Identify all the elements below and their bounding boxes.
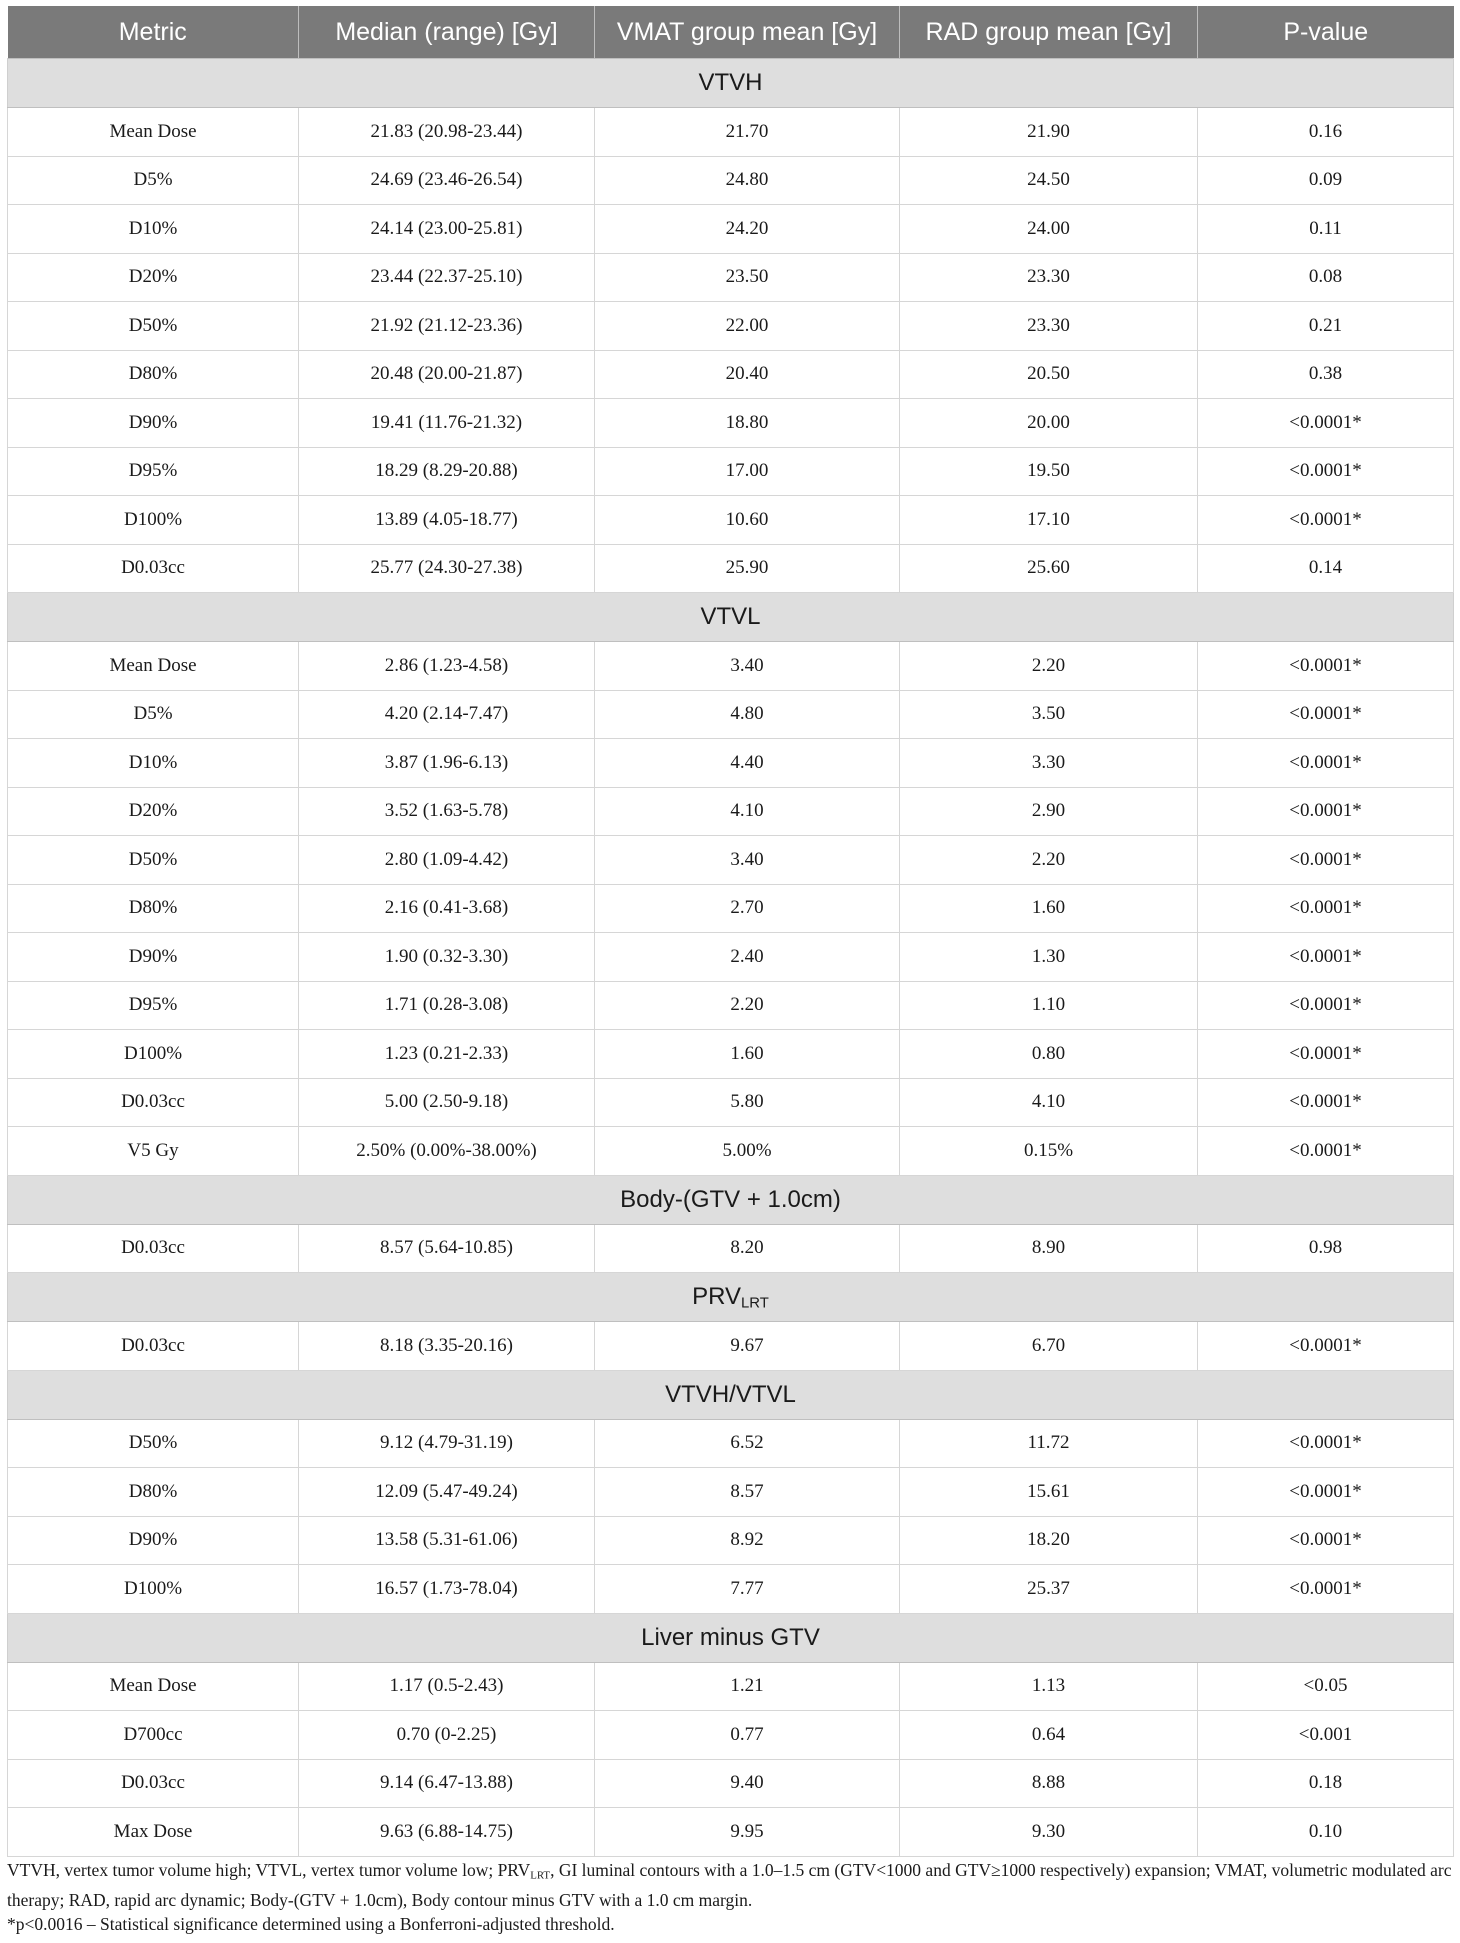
cell-rad-mean: 3.30	[900, 739, 1198, 788]
cell-p-value: <0.0001*	[1198, 981, 1454, 1030]
cell-vmat-mean: 6.52	[595, 1419, 900, 1468]
cell-metric: D10%	[8, 205, 299, 254]
cell-metric: D50%	[8, 836, 299, 885]
cell-p-value: <0.0001*	[1198, 787, 1454, 836]
section-title: VTVL	[8, 593, 1454, 642]
table-row	[8, 350, 1454, 399]
cell-median-range: 9.12 (4.79-31.19)	[299, 1419, 595, 1468]
header-rad-mean: RAD group mean [Gy]	[900, 6, 1198, 59]
cell-vmat-mean: 2.70	[595, 884, 900, 933]
cell-rad-mean: 0.64	[900, 1711, 1198, 1760]
cell-p-value: <0.0001*	[1198, 1030, 1454, 1079]
cell-rad-mean: 25.37	[900, 1565, 1198, 1614]
footnote-text: VTVH, vertex tumor volume high; VTVL, vertex tumor volume low; PRV	[7, 1860, 531, 1880]
table-row	[8, 884, 1454, 933]
cell-p-value: <0.0001*	[1198, 496, 1454, 545]
table-row	[8, 447, 1454, 496]
cell-rad-mean: 20.00	[900, 399, 1198, 448]
section-header-row	[8, 593, 1454, 642]
cell-p-value: <0.0001*	[1198, 1078, 1454, 1127]
footnote-abbreviations	[7, 1858, 1453, 1912]
cell-p-value: <0.0001*	[1198, 933, 1454, 982]
cell-vmat-mean: 2.40	[595, 933, 900, 982]
table-body	[8, 59, 1454, 1857]
cell-vmat-mean: 9.40	[595, 1759, 900, 1808]
table-row	[8, 205, 1454, 254]
cell-p-value: <0.0001*	[1198, 1127, 1454, 1176]
cell-vmat-mean: 24.80	[595, 156, 900, 205]
cell-vmat-mean: 23.50	[595, 253, 900, 302]
cell-metric: D90%	[8, 933, 299, 982]
table-row	[8, 1565, 1454, 1614]
table-row	[8, 981, 1454, 1030]
cell-metric: Mean Dose	[8, 1662, 299, 1711]
section-title: $PRV_{LRT}$	[8, 1273, 1454, 1322]
cell-median-range: 16.57 (1.73-78.04)	[299, 1565, 595, 1614]
cell-p-value: <0.0001*	[1198, 739, 1454, 788]
table-row	[8, 1516, 1454, 1565]
cell-p-value: 0.11	[1198, 205, 1454, 254]
cell-p-value: <0.001	[1198, 1711, 1454, 1760]
cell-metric: D0.03cc	[8, 1224, 299, 1273]
footnote-subscript: LRT	[530, 1869, 551, 1882]
cell-vmat-mean: 1.60	[595, 1030, 900, 1079]
cell-rad-mean: 0.80	[900, 1030, 1198, 1079]
cell-median-range: 8.57 (5.64-10.85)	[299, 1224, 595, 1273]
cell-p-value: <0.05	[1198, 1662, 1454, 1711]
cell-rad-mean: 2.20	[900, 836, 1198, 885]
table-row	[8, 1078, 1454, 1127]
cell-vmat-mean: 1.21	[595, 1662, 900, 1711]
cell-rad-mean: 11.72	[900, 1419, 1198, 1468]
cell-median-range: 12.09 (5.47-49.24)	[299, 1468, 595, 1517]
cell-median-range: 21.83 (20.98-23.44)	[299, 108, 595, 157]
cell-median-range: 24.14 (23.00-25.81)	[299, 205, 595, 254]
section-title: Liver minus GTV	[8, 1613, 1454, 1662]
cell-p-value: <0.0001*	[1198, 642, 1454, 691]
cell-metric: D10%	[8, 739, 299, 788]
cell-median-range: 1.17 (0.5-2.43)	[299, 1662, 595, 1711]
cell-rad-mean: 2.90	[900, 787, 1198, 836]
cell-vmat-mean: 22.00	[595, 302, 900, 351]
table-row	[8, 836, 1454, 885]
cell-median-range: 1.23 (0.21-2.33)	[299, 1030, 595, 1079]
table-row	[8, 1224, 1454, 1273]
footnote-text: , GI luminal contours with a 1.0–1.5 cm (GTV<1000 and GTV≥1000 respectively) expansion; VMAT, volumetric modulated arc therapy; RAD, rapid arc dynamic; Body-(GTV + 1.0cm), Body contour minus GTV with a 1.0 cm margin.	[7, 1860, 1452, 1910]
cell-rad-mean: 3.50	[900, 690, 1198, 739]
cell-median-range: 5.00 (2.50-9.18)	[299, 1078, 595, 1127]
cell-median-range: 9.63 (6.88-14.75)	[299, 1808, 595, 1857]
cell-vmat-mean: 4.80	[595, 690, 900, 739]
cell-median-range: 21.92 (21.12-23.36)	[299, 302, 595, 351]
cell-metric: V5 Gy	[8, 1127, 299, 1176]
cell-vmat-mean: 5.80	[595, 1078, 900, 1127]
cell-vmat-mean: 8.20	[595, 1224, 900, 1273]
cell-vmat-mean: 8.57	[595, 1468, 900, 1517]
cell-median-range: 1.71 (0.28-3.08)	[299, 981, 595, 1030]
cell-metric: D90%	[8, 1516, 299, 1565]
cell-p-value: <0.0001*	[1198, 1516, 1454, 1565]
cell-median-range: 13.58 (5.31-61.06)	[299, 1516, 595, 1565]
cell-median-range: 2.80 (1.09-4.42)	[299, 836, 595, 885]
cell-rad-mean: 23.30	[900, 302, 1198, 351]
cell-rad-mean: 1.60	[900, 884, 1198, 933]
cell-metric: D95%	[8, 981, 299, 1030]
cell-p-value: <0.0001*	[1198, 884, 1454, 933]
cell-p-value: <0.0001*	[1198, 447, 1454, 496]
section-header-row	[8, 59, 1454, 108]
table-row	[8, 1322, 1454, 1371]
table-row	[8, 1808, 1454, 1857]
header-p-value: P-value	[1198, 6, 1454, 59]
table-row	[8, 933, 1454, 982]
cell-p-value: <0.0001*	[1198, 1419, 1454, 1468]
cell-p-value: 0.18	[1198, 1759, 1454, 1808]
cell-rad-mean: 17.10	[900, 496, 1198, 545]
cell-p-value: 0.14	[1198, 544, 1454, 593]
table-row	[8, 253, 1454, 302]
cell-vmat-mean: 5.00%	[595, 1127, 900, 1176]
cell-median-range: 9.14 (6.47-13.88)	[299, 1759, 595, 1808]
table-footnote	[7, 1858, 1453, 1936]
cell-metric: D0.03cc	[8, 1759, 299, 1808]
cell-p-value: 0.09	[1198, 156, 1454, 205]
cell-vmat-mean: 18.80	[595, 399, 900, 448]
cell-vmat-mean: 24.20	[595, 205, 900, 254]
cell-median-range: 3.52 (1.63-5.78)	[299, 787, 595, 836]
cell-rad-mean: 1.13	[900, 1662, 1198, 1711]
cell-median-range: 25.77 (24.30-27.38)	[299, 544, 595, 593]
cell-rad-mean: 9.30	[900, 1808, 1198, 1857]
cell-rad-mean: 20.50	[900, 350, 1198, 399]
cell-vmat-mean: 25.90	[595, 544, 900, 593]
cell-metric: D100%	[8, 1030, 299, 1079]
cell-vmat-mean: 8.92	[595, 1516, 900, 1565]
table-row	[8, 1419, 1454, 1468]
table-row	[8, 1711, 1454, 1760]
header-vmat-mean: VMAT group mean [Gy]	[595, 6, 900, 59]
cell-median-range: 2.16 (0.41-3.68)	[299, 884, 595, 933]
table-row	[8, 496, 1454, 545]
table-row	[8, 544, 1454, 593]
section-header-row	[8, 1175, 1454, 1224]
cell-median-range: 18.29 (8.29-20.88)	[299, 447, 595, 496]
cell-median-range: 24.69 (23.46-26.54)	[299, 156, 595, 205]
cell-p-value: 0.21	[1198, 302, 1454, 351]
cell-metric: D100%	[8, 1565, 299, 1614]
cell-p-value: 0.98	[1198, 1224, 1454, 1273]
cell-p-value: <0.0001*	[1198, 690, 1454, 739]
cell-vmat-mean: 20.40	[595, 350, 900, 399]
cell-p-value: <0.0001*	[1198, 1322, 1454, 1371]
cell-rad-mean: 24.00	[900, 205, 1198, 254]
cell-metric: D80%	[8, 884, 299, 933]
cell-p-value: <0.0001*	[1198, 836, 1454, 885]
cell-p-value: 0.16	[1198, 108, 1454, 157]
cell-median-range: 0.70 (0-2.25)	[299, 1711, 595, 1760]
header-median-range: Median (range) [Gy]	[299, 6, 595, 59]
cell-metric: D5%	[8, 690, 299, 739]
cell-vmat-mean: 9.67	[595, 1322, 900, 1371]
header-metric: Metric	[8, 6, 299, 59]
cell-vmat-mean: 7.77	[595, 1565, 900, 1614]
cell-metric: Max Dose	[8, 1808, 299, 1857]
cell-metric: D50%	[8, 1419, 299, 1468]
table-row	[8, 108, 1454, 157]
cell-metric: D0.03cc	[8, 544, 299, 593]
cell-vmat-mean: 4.10	[595, 787, 900, 836]
table-row	[8, 156, 1454, 205]
cell-median-range: 3.87 (1.96-6.13)	[299, 739, 595, 788]
cell-metric: D5%	[8, 156, 299, 205]
cell-median-range: 19.41 (11.76-21.32)	[299, 399, 595, 448]
cell-rad-mean: 18.20	[900, 1516, 1198, 1565]
cell-metric: D50%	[8, 302, 299, 351]
cell-vmat-mean: 0.77	[595, 1711, 900, 1760]
cell-rad-mean: 19.50	[900, 447, 1198, 496]
cell-median-range: 2.86 (1.23-4.58)	[299, 642, 595, 691]
cell-vmat-mean: 3.40	[595, 642, 900, 691]
cell-rad-mean: 8.90	[900, 1224, 1198, 1273]
cell-rad-mean: 6.70	[900, 1322, 1198, 1371]
cell-median-range: 4.20 (2.14-7.47)	[299, 690, 595, 739]
cell-rad-mean: 24.50	[900, 156, 1198, 205]
cell-p-value: 0.38	[1198, 350, 1454, 399]
section-title: Body-(GTV + 1.0cm)	[8, 1175, 1454, 1224]
cell-metric: D700cc	[8, 1711, 299, 1760]
footnote-significance: *p<0.0016 – Statistical significance determined using a Bonferroni-adjusted threshold.	[7, 1913, 615, 1934]
table-row	[8, 1127, 1454, 1176]
table-row	[8, 302, 1454, 351]
table-row	[8, 690, 1454, 739]
section-header-row	[8, 1613, 1454, 1662]
cell-metric: D80%	[8, 350, 299, 399]
cell-vmat-mean: 3.40	[595, 836, 900, 885]
cell-p-value: <0.0001*	[1198, 1468, 1454, 1517]
section-header-row	[8, 1273, 1454, 1322]
cell-metric: Mean Dose	[8, 642, 299, 691]
cell-median-range: 20.48 (20.00-21.87)	[299, 350, 595, 399]
cell-rad-mean: 8.88	[900, 1759, 1198, 1808]
cell-median-range: 1.90 (0.32-3.30)	[299, 933, 595, 982]
cell-rad-mean: 4.10	[900, 1078, 1198, 1127]
table-row	[8, 1468, 1454, 1517]
cell-metric: D100%	[8, 496, 299, 545]
cell-metric: D90%	[8, 399, 299, 448]
cell-p-value: <0.0001*	[1198, 1565, 1454, 1614]
cell-vmat-mean: 4.40	[595, 739, 900, 788]
cell-rad-mean: 2.20	[900, 642, 1198, 691]
cell-vmat-mean: 10.60	[595, 496, 900, 545]
cell-rad-mean: 0.15%	[900, 1127, 1198, 1176]
table-row	[8, 1759, 1454, 1808]
section-title: VTVH	[8, 59, 1454, 108]
cell-vmat-mean: 17.00	[595, 447, 900, 496]
section-header-row	[8, 1370, 1454, 1419]
cell-vmat-mean: 2.20	[595, 981, 900, 1030]
cell-vmat-mean: 9.95	[595, 1808, 900, 1857]
cell-metric: D80%	[8, 1468, 299, 1517]
cell-p-value: 0.10	[1198, 1808, 1454, 1857]
cell-rad-mean: 23.30	[900, 253, 1198, 302]
cell-rad-mean: 21.90	[900, 108, 1198, 157]
cell-median-range: 8.18 (3.35-20.16)	[299, 1322, 595, 1371]
cell-metric: D0.03cc	[8, 1322, 299, 1371]
cell-vmat-mean: 21.70	[595, 108, 900, 157]
table-row	[8, 1662, 1454, 1711]
cell-rad-mean: 1.30	[900, 933, 1198, 982]
table-row	[8, 739, 1454, 788]
cell-metric: D0.03cc	[8, 1078, 299, 1127]
cell-p-value: 0.08	[1198, 253, 1454, 302]
cell-metric: D95%	[8, 447, 299, 496]
section-title: VTVH/VTVL	[8, 1370, 1454, 1419]
dose-metrics-table	[7, 6, 1454, 1857]
cell-median-range: 2.50% (0.00%-38.00%)	[299, 1127, 595, 1176]
cell-rad-mean: 1.10	[900, 981, 1198, 1030]
table-row	[8, 1030, 1454, 1079]
cell-metric: Mean Dose	[8, 108, 299, 157]
table-row	[8, 642, 1454, 691]
table-header-row	[8, 6, 1454, 59]
cell-metric: D20%	[8, 787, 299, 836]
table-row	[8, 787, 1454, 836]
cell-p-value: <0.0001*	[1198, 399, 1454, 448]
cell-rad-mean: 15.61	[900, 1468, 1198, 1517]
cell-median-range: 23.44 (22.37-25.10)	[299, 253, 595, 302]
cell-rad-mean: 25.60	[900, 544, 1198, 593]
cell-median-range: 13.89 (4.05-18.77)	[299, 496, 595, 545]
table-row	[8, 399, 1454, 448]
cell-metric: D20%	[8, 253, 299, 302]
